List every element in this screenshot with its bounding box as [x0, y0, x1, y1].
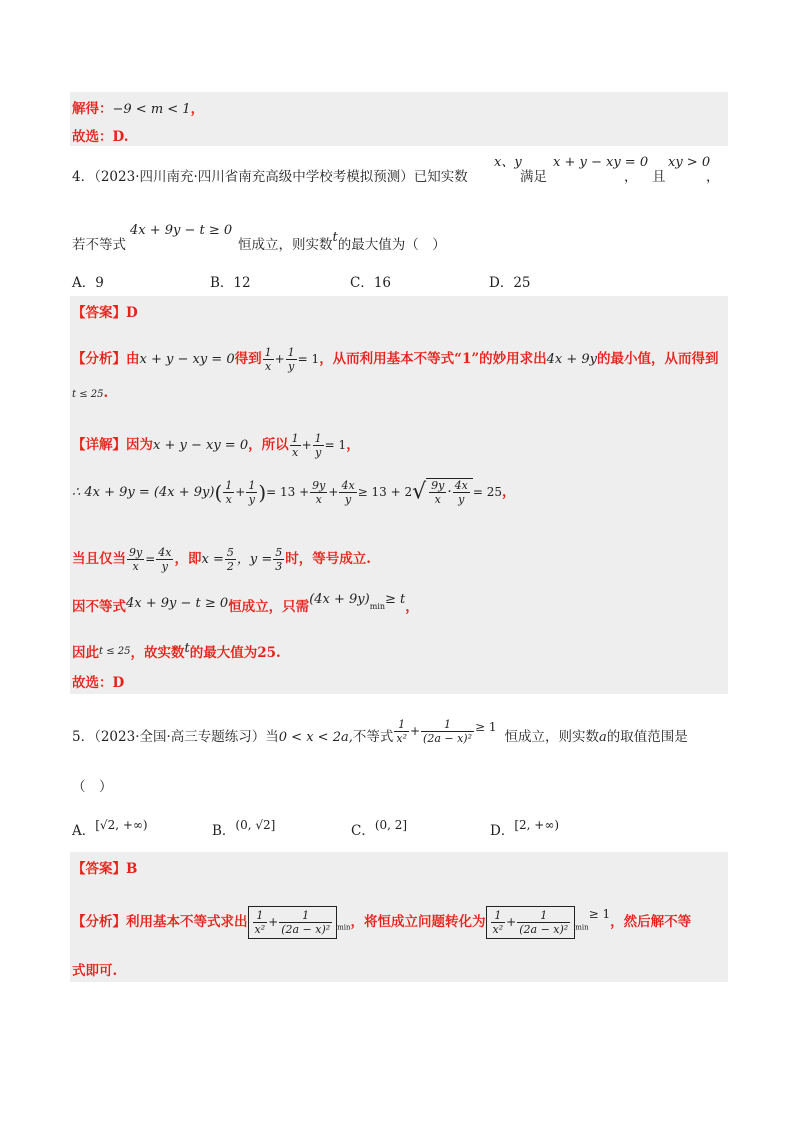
q4-comma2: ， — [706, 169, 720, 185]
q4-option-c: C．16 — [350, 275, 392, 291]
bracket-expression-1: $\frac{1}{\text{x²}}$ + $\frac{1}{\text{(2a − x)²}}$ — [248, 906, 338, 939]
q4-analysis-line1: 【分析】由x + y − xy = 0得到 $\frac{1}{x}$ + $\frac{1}{y}$ = 1，从而利用基本不等式“1”的妙用求出4x + 9y的最小值，从而得到 — [72, 346, 719, 373]
q4-analysis-line2: t ≤ 25. — [72, 385, 109, 401]
q4-choose: 故选：D — [72, 675, 125, 691]
q4-therefore-line: 因此$^{t \le 25}$，故实数t的最大值为25. — [72, 641, 281, 661]
q5-answer: 【答案】B — [72, 861, 138, 877]
q3-solve-line: 解得：−9 < m < 1， — [72, 101, 205, 117]
q4-satisfy: 满足 — [520, 169, 547, 185]
q5-option-b: B．(0, √2] — [212, 818, 276, 839]
q5-option-c: C．(0, 2] — [351, 818, 408, 839]
q4-answer: 【答案】D — [72, 305, 138, 321]
q4-option-a: A．9 — [72, 275, 104, 291]
q5-stem-line1: 5．（2023·全国·高三专题练习）当0 < x < 2a,不等式 $\frac{1}{\text{x²}}$ + $\frac{1}{\text{(2a − x)²}}$ ≥ 1恒成立，则实数a的取值范围是 — [72, 718, 688, 745]
fraction-1-over-y: $\frac{1}{y}$ — [314, 432, 322, 459]
q4-option-b: B．12 — [210, 275, 251, 291]
fraction-1-over-2a-minus-x-squared: $\frac{1}{\text{(2a − x)²}}$ — [423, 718, 473, 745]
q5-paren: （ ） — [72, 779, 113, 795]
q5-analysis-line2: 式即可. — [72, 963, 118, 979]
sqrt-product: $\frac{9y}{x}$ · $\frac{4x}{y}$ — [426, 478, 473, 506]
q4-detail-chain: ∴ 4x + 9y = (4x + 9y)( $\frac{1}{x}$ + $\frac{1}{y}$ )= 13 + $\frac{9y}{x}$ + $\frac{4x}{y}$ ≥ 13 + 2√ $\frac{9y}{x}$ · $\frac{4x}{y}$ = 25， — [72, 479, 516, 506]
q4-and: 且 — [652, 169, 666, 185]
q4-comma: ， — [624, 169, 638, 185]
q4-cond: xy > 0 — [668, 155, 711, 170]
q4-eq: x + y − xy = 0 — [553, 155, 649, 170]
fraction-1-over-x: $\frac{1}{x}$ — [264, 346, 272, 373]
q4-vars: x、y — [494, 155, 522, 170]
fraction-1-over-x2: $\frac{1}{\text{x²}}$ — [396, 718, 407, 745]
q4-option-d: D．25 — [489, 275, 531, 291]
q3-choose-line: 故选：D. — [72, 129, 129, 145]
fraction-1-over-x: $\frac{1}{x}$ — [291, 432, 299, 459]
q4-detail-line1: 【详解】因为x + y − xy = 0，所以 $\frac{1}{x}$ + $\frac{1}{y}$ = 1， — [72, 432, 360, 459]
q4-stem-line2: 若不等式 恒成立，则实数t的最大值为（ ） — [72, 230, 446, 253]
q4-hold-line: 因不等式4x + 9y − t ≥ 0恒成立，只需$(4x + 9y)_{min}\ge t$， — [72, 592, 419, 615]
q4-equality-line: 当且仅当 $\frac{9y}{x}$ = $\frac{4x}{y}$ ，即x = $\frac{5}{2}$ ，y = $\frac{5}{3}$ 时，等号成立. — [72, 546, 371, 573]
q5-option-a: A．[√2, +∞) — [72, 818, 148, 839]
q4-stem-line1: 4．（2023·四川南充·四川省南充高级中学校考模拟预测）已知实数 — [72, 169, 468, 185]
q5-option-d: D．[2, +∞) — [490, 818, 560, 839]
fraction-1-over-y: $\frac{1}{y}$ — [287, 346, 295, 373]
bracket-expression-2: $\frac{1}{\text{x²}}$ + $\frac{1}{\text{(2a − x)²}}$ — [486, 906, 576, 939]
q5-analysis-line1: 【分析】利用基本不等式求出 $\frac{1}{\text{x²}}$ + $\frac{1}{\text{(2a − x)²}}$ $_{min}$，将恒成立问题转化为 $\frac{1}{\text{x²}}$ + $\frac{1}{\text{(2a − x)²}}$ $_{min}$≥ 1，然后解不等 — [72, 906, 691, 939]
q4-ineq: 4x + 9y − t ≥ 0 — [130, 223, 233, 238]
